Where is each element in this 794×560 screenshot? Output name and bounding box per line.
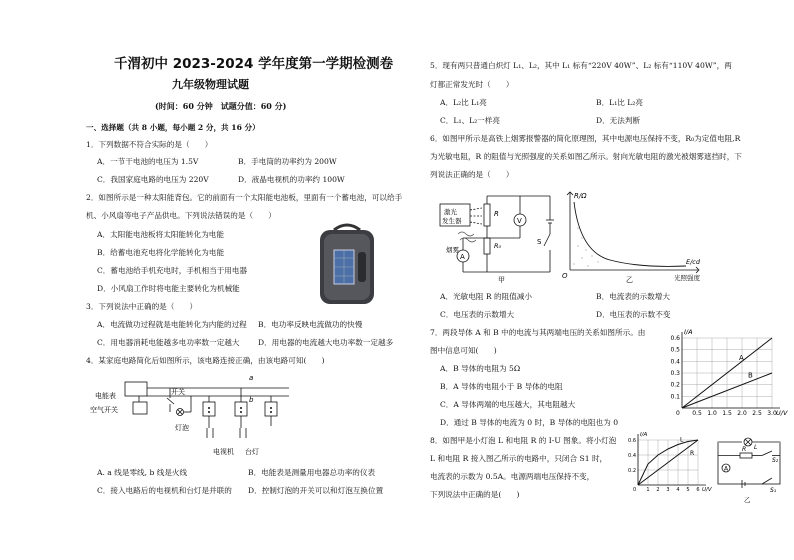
- q6-option-a: A．光敏电阻 R 的阻值减小: [440, 292, 532, 301]
- x-tick-label: 0.5: [692, 410, 702, 417]
- q6-stem-line1: 6．如图甲所示是高铁上烟雾报警器的简化原理图，其中电源电压保持不变，R₀为定值电阻,R: [430, 134, 741, 143]
- photoresistor-label: R: [494, 210, 499, 218]
- fig6-yi-label: 乙: [626, 276, 633, 284]
- desk-lamp-label: 台灯: [245, 448, 259, 456]
- q2-option-a: A．太阳能电池板将太阳能转化为电能: [97, 230, 224, 239]
- q5-option-a: A．L₂比 L₁亮: [440, 98, 487, 107]
- y-tick-label: 0.4: [670, 358, 680, 366]
- q6-stem-line3: 列说法正确的是（ ）: [430, 170, 514, 179]
- switch-s1-label: S₁: [770, 487, 777, 494]
- wire-a-label: a: [249, 374, 254, 382]
- q2-option-c: C．蓄电池给手机充电时，手机相当于用电器: [97, 266, 248, 275]
- x-axis-label: U/V: [776, 409, 788, 417]
- q5-stem-line1: 5．现有两只普通白炽灯 L₁、L₂，其中 L₁ 标有“220V 40W”、L₂ 标有“110V 40W”，两: [430, 61, 732, 70]
- y-axis-label: I/A: [684, 328, 693, 336]
- x-tick-label: 3.0: [767, 410, 777, 417]
- q6-option-d: D．电压表的示数不变: [596, 310, 671, 319]
- series-label-B: B: [748, 371, 753, 380]
- q2-stem-line2: 机、小风扇等电子产品供电。下列说法错误的是（ ）: [86, 211, 276, 220]
- q1-option-c: C．我国家庭电路的电压为 220V: [97, 175, 209, 184]
- right-column: [410, 0, 794, 560]
- household-circuit-diagram: [90, 368, 295, 460]
- solar-backpack-image: [312, 222, 382, 306]
- q6-option-b: B．电流表的示数增大: [596, 292, 670, 301]
- x-tick-label: 2.0: [737, 410, 747, 417]
- q5-option-d: D．无法判断: [596, 116, 641, 125]
- x-tick-label: 4: [676, 487, 680, 493]
- q8-stem-line4: 下列说法中正确的是( ): [430, 490, 520, 499]
- lamp-resistor-circuit: [714, 438, 786, 504]
- section-heading: 一、选择题（共 8 小题，每小题 2 分，共 16 分）: [86, 123, 260, 132]
- q4-option-b: B．电能表是测量用电器总功率的仪表: [248, 468, 376, 477]
- wire-b-label: b: [249, 396, 254, 404]
- breaker-label: 空气开关: [90, 406, 118, 414]
- y-tick-label: 0.2: [628, 468, 636, 474]
- chart-origin: 0: [676, 410, 680, 417]
- laser-label-1: 激光: [444, 208, 457, 216]
- voltmeter-label: V: [517, 217, 522, 225]
- switch-s-label: S: [537, 238, 542, 246]
- r-axis-label: R/Ω: [574, 192, 587, 200]
- meter-label: 电能表: [95, 392, 116, 400]
- q4-option-c: C．接入电路后的电视机和台灯是并联的: [97, 486, 232, 495]
- y-tick-label: 0.1: [670, 393, 680, 401]
- y-tick-label: 0.5: [670, 346, 680, 354]
- q3-option-c: C．用电器消耗电能越多电功率数一定越大: [97, 338, 240, 347]
- y-tick-label: 0.2: [670, 381, 680, 389]
- q3-option-d: D．用电器的电流越大电功率数一定越多: [258, 338, 394, 347]
- light-intensity-label: 光照强度: [674, 274, 700, 282]
- q8-stem-line2: L 和电阻 R 接入图乙所示的电路中，只闭合 S1 时，: [430, 454, 608, 463]
- x-tick-label: 6: [696, 487, 700, 493]
- r0-label: R₀: [494, 242, 502, 250]
- chart-origin: 0: [633, 487, 637, 493]
- series-label-R: R: [690, 450, 695, 457]
- q1-option-b: B．手电筒的功率约为 200W: [238, 157, 337, 166]
- q2-stem-line1: 2．如图所示是一种太阳能背包。它的前面有一个太阳能电池板，里面有一个蓄电池，可以给手: [86, 193, 403, 202]
- q2-option-d: D．小风扇工作时将电能主要转化为机械能: [97, 284, 240, 293]
- lamp-l-label: L: [754, 444, 758, 451]
- x-tick-label: 1: [646, 487, 650, 493]
- x-tick-label: 2: [656, 487, 660, 493]
- series-label-L: L: [680, 436, 684, 444]
- fig6-jia-label: 甲: [498, 276, 505, 284]
- x-tick-label: 5: [686, 487, 690, 493]
- exam-subtitle: 九年级物理试题: [172, 78, 249, 91]
- exam-meta: (时间：60 分钟 试题分值：60 分): [155, 101, 287, 111]
- laser-label-2: 发生器: [442, 217, 462, 225]
- q1-stem: 1．下列数据不符合实际的是（ ）: [86, 140, 213, 149]
- q5-option-c: C．L₁、L₂一样亮: [440, 116, 500, 125]
- switch-label: 开关: [171, 388, 185, 396]
- q3-option-a: A．电流做功过程就是电能转化为内能的过程: [97, 320, 247, 329]
- switch-s2-label: S₂: [772, 457, 779, 464]
- q3-option-b: B．电功率反映电流做功的快慢: [258, 320, 363, 329]
- q5-stem-line2: 灯都正常发光时（ ）: [430, 80, 514, 89]
- q5-option-b: B．L₁比 L₂亮: [596, 98, 643, 107]
- ammeter-symbol-label: A: [724, 465, 729, 473]
- q1-option-a: A．一节干电池的电压为 1.5V: [97, 157, 199, 166]
- y-tick-label: 0.3: [670, 370, 680, 377]
- y-tick-label: 0.6: [628, 438, 636, 444]
- q2-option-b: B．给蓄电池充电将化学能转化为电能: [97, 248, 225, 257]
- lamp-label: 灯泡: [175, 424, 189, 432]
- x-axis-label: U/V: [702, 487, 712, 493]
- iu-chart-a-b: [668, 328, 790, 420]
- x-tick-label: 2.5: [752, 410, 762, 417]
- q7-stem-line2: 图中信息可知( ): [430, 346, 497, 355]
- q7-stem-line1: 7．两段导体 A 和 B 中的电流与其两端电压的关系如图所示。由: [430, 328, 646, 337]
- y-axis-label: I/A: [640, 432, 648, 438]
- e-axis-label: E/cd: [686, 258, 700, 266]
- q6-option-c: C．电压表的示数增大: [440, 310, 515, 319]
- fig8-yi-label: 乙: [744, 496, 751, 504]
- x-tick-label: 1.5: [722, 410, 732, 417]
- q7-option-a: A．B 导体的电阻为 5Ω: [440, 364, 521, 373]
- q4-stem: 4．某家庭电路简化后如图所示，该电路连接正确，由该电路可知( ): [86, 356, 325, 365]
- q7-option-b: B．A 导体的电阻小于 B 导体的电阻: [440, 382, 563, 391]
- tv-label: 电视机: [213, 448, 234, 456]
- q4-option-a: A. a 线是零线, b 线是火线: [97, 468, 188, 477]
- iu-chart-l-r: [624, 430, 714, 500]
- x-tick-label: 3: [666, 487, 670, 493]
- x-tick-label: 1.0: [707, 410, 717, 417]
- q4-option-d: D．控制灯泡的开关可以和灯泡互换位置: [248, 486, 384, 495]
- q8-stem-line1: 8．如图甲是小灯泡 L 和电阻 R 的 I-U 图象。将小灯泡: [430, 436, 617, 445]
- resistor-r-label: R: [742, 446, 747, 453]
- q7-option-c: C．A 导体两端的电压越大，其电阻越大: [440, 400, 576, 409]
- ammeter-label: A: [460, 253, 465, 261]
- q1-option-d: D．液晶电视机的功率约 100W: [238, 175, 345, 184]
- fig6-origin: O: [562, 272, 568, 280]
- q7-option-d: D．通过 B 导体的电流为 0 时，B 导体的电阻也为 0: [440, 418, 619, 427]
- q8-stem-line3: 电流表的示数为 0.5A。电源两端电压保持不变，: [430, 472, 595, 481]
- y-tick-label: 0.6: [670, 335, 680, 342]
- exam-title: 千渭初中 2023-2024 学年度第一学期检测卷: [114, 56, 394, 72]
- q6-stem-line2: 为光敏电阻，R 的阻值与光照强度的关系如图乙所示。射向光敏电阻的激光被烟雾遮挡时，下: [430, 152, 742, 161]
- resistance-light-graph: [558, 188, 708, 284]
- q3-stem: 3．下列说法中正确的是（ ）: [86, 302, 198, 311]
- smoke-label: 烟雾: [446, 246, 459, 254]
- smoke-alarm-circuit: [438, 190, 568, 282]
- y-tick-label: 0.4: [628, 453, 636, 459]
- series-label-A: A: [739, 354, 744, 363]
